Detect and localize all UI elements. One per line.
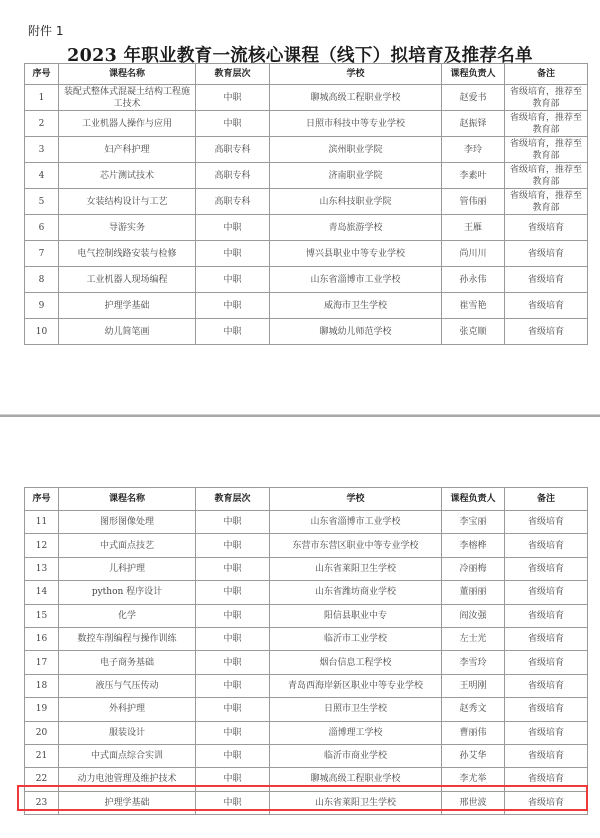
header-lead: 课程负责人 (442, 64, 505, 85)
cell-school: 山东省潍坊商业学校 (270, 581, 442, 604)
cell-level: 中职 (196, 267, 270, 293)
cell-lead: 崔雪艳 (442, 293, 505, 319)
cell-lead: 赵秀文 (442, 698, 505, 721)
cell-school: 山东省淄博市工业学校 (270, 267, 442, 293)
cell-school: 济南职业学院 (270, 163, 442, 189)
cell-no: 3 (25, 137, 59, 163)
cell-school: 淄博理工学校 (270, 721, 442, 744)
cell-note: 省级培育 (505, 651, 588, 674)
cell-note: 省级培育 (505, 674, 588, 697)
cell-school: 聊城幼儿师范学校 (270, 319, 442, 345)
cell-school: 聊城高级工程职业学校 (270, 85, 442, 111)
header-no: 序号 (25, 64, 59, 85)
cell-level: 中职 (196, 534, 270, 557)
cell-course: 动力电池管理及维护技术 (59, 768, 196, 791)
cell-note: 省级培育 (505, 215, 588, 241)
cell-note: 省级培育，推荐至教育部 (505, 163, 588, 189)
table-row (25, 85, 588, 111)
cell-lead: 孙艾华 (442, 744, 505, 767)
cell-no: 4 (25, 163, 59, 189)
cell-level: 中职 (196, 293, 270, 319)
cell-no: 15 (25, 604, 59, 627)
cell-course: 幼儿简笔画 (59, 319, 196, 345)
cell-no: 5 (25, 189, 59, 215)
cell-lead: 董丽丽 (442, 581, 505, 604)
table-header-row (25, 488, 588, 511)
cell-lead: 王雁 (442, 215, 505, 241)
header-course: 课程名称 (59, 488, 196, 511)
course-table-page-2 (24, 487, 588, 815)
cell-lead: 孙永伟 (442, 267, 505, 293)
table-row (25, 319, 588, 345)
cell-note: 省级培育 (505, 698, 588, 721)
cell-level: 中职 (196, 581, 270, 604)
table-row (25, 674, 588, 697)
header-school: 学校 (270, 488, 442, 511)
cell-note: 省级培育 (505, 744, 588, 767)
cell-course: 工业机器人现场编程 (59, 267, 196, 293)
header-level: 教育层次 (196, 64, 270, 85)
cell-lead: 赵振铎 (442, 111, 505, 137)
cell-note: 省级培育，推荐至教育部 (505, 137, 588, 163)
cell-no: 1 (25, 85, 59, 111)
cell-note: 省级培育 (505, 627, 588, 650)
attachment-label: 附件 1 (28, 24, 64, 38)
cell-school: 山东省淄博市工业学校 (270, 511, 442, 534)
cell-lead: 邢世波 (442, 791, 505, 814)
cell-school: 临沂市工业学校 (270, 627, 442, 650)
cell-course: 电子商务基础 (59, 651, 196, 674)
cell-note: 省级培育 (505, 319, 588, 345)
cell-no: 21 (25, 744, 59, 767)
cell-no: 10 (25, 319, 59, 345)
cell-lead: 李宝丽 (442, 511, 505, 534)
cell-school: 东营市东营区职业中等专业学校 (270, 534, 442, 557)
cell-level: 中职 (196, 791, 270, 814)
cell-note: 省级培育，推荐至教育部 (505, 189, 588, 215)
cell-level: 中职 (196, 85, 270, 111)
table-row (25, 744, 588, 767)
cell-school: 日照市卫生学校 (270, 698, 442, 721)
cell-no: 9 (25, 293, 59, 319)
cell-course: 中式面点技艺 (59, 534, 196, 557)
table-row (25, 293, 588, 319)
table-row (25, 768, 588, 791)
table-row (25, 791, 588, 814)
header-no: 序号 (25, 488, 59, 511)
cell-level: 中职 (196, 768, 270, 791)
header-lead: 课程负责人 (442, 488, 505, 511)
cell-level: 中职 (196, 721, 270, 744)
cell-course: 电气控制线路安装与检修 (59, 241, 196, 267)
cell-no: 2 (25, 111, 59, 137)
cell-lead: 张克顺 (442, 319, 505, 345)
cell-level: 中职 (196, 651, 270, 674)
cell-note: 省级培育，推荐至教育部 (505, 111, 588, 137)
cell-no: 22 (25, 768, 59, 791)
header-school: 学校 (270, 64, 442, 85)
cell-level: 中职 (196, 241, 270, 267)
header-level: 教育层次 (196, 488, 270, 511)
cell-lead: 王明刚 (442, 674, 505, 697)
cell-no: 6 (25, 215, 59, 241)
table-row (25, 163, 588, 189)
cell-lead: 李玲 (442, 137, 505, 163)
cell-school: 山东科技职业学院 (270, 189, 442, 215)
cell-note: 省级培育 (505, 768, 588, 791)
header-note: 备注 (505, 64, 588, 85)
table-row (25, 215, 588, 241)
cell-no: 12 (25, 534, 59, 557)
cell-course: 护理学基础 (59, 791, 196, 814)
cell-note: 省级培育 (505, 534, 588, 557)
cell-course: 装配式整体式混凝土结构工程施工技术 (59, 85, 196, 111)
cell-no: 13 (25, 557, 59, 580)
cell-level: 中职 (196, 319, 270, 345)
cell-lead: 管伟丽 (442, 189, 505, 215)
cell-note: 省级培育 (505, 604, 588, 627)
table-row (25, 137, 588, 163)
cell-no: 8 (25, 267, 59, 293)
cell-school: 博兴县职业中等专业学校 (270, 241, 442, 267)
cell-no: 17 (25, 651, 59, 674)
cell-course: 服装设计 (59, 721, 196, 744)
cell-no: 20 (25, 721, 59, 744)
cell-note: 省级培育 (505, 581, 588, 604)
cell-course: 化学 (59, 604, 196, 627)
cell-course: 数控车削编程与操作训练 (59, 627, 196, 650)
cell-no: 16 (25, 627, 59, 650)
header-note: 备注 (505, 488, 588, 511)
cell-level: 中职 (196, 674, 270, 697)
cell-no: 18 (25, 674, 59, 697)
cell-course: 导游实务 (59, 215, 196, 241)
cell-course: python 程序设计 (59, 581, 196, 604)
cell-level: 高职专科 (196, 137, 270, 163)
table-header-row (25, 64, 588, 85)
cell-level: 中职 (196, 627, 270, 650)
cell-level: 高职专科 (196, 189, 270, 215)
table-row (25, 627, 588, 650)
cell-level: 高职专科 (196, 163, 270, 189)
cell-course: 外科护理 (59, 698, 196, 721)
cell-note: 省级培育 (505, 267, 588, 293)
cell-lead: 尚川川 (442, 241, 505, 267)
cell-level: 中职 (196, 744, 270, 767)
cell-school: 日照市科技中等专业学校 (270, 111, 442, 137)
cell-school: 山东省莱阳卫生学校 (270, 791, 442, 814)
cell-course: 图形图像处理 (59, 511, 196, 534)
table-row (25, 241, 588, 267)
cell-no: 19 (25, 698, 59, 721)
table-row (25, 651, 588, 674)
cell-level: 中职 (196, 698, 270, 721)
course-table-page-1 (24, 63, 588, 345)
cell-note: 省级培育 (505, 721, 588, 744)
cell-lead: 李素叶 (442, 163, 505, 189)
cell-level: 中职 (196, 604, 270, 627)
cell-school: 青岛旅游学校 (270, 215, 442, 241)
cell-school: 临沂市商业学校 (270, 744, 442, 767)
cell-school: 山东省莱阳卫生学校 (270, 557, 442, 580)
table-row (25, 698, 588, 721)
cell-lead: 冷丽梅 (442, 557, 505, 580)
cell-lead: 李尤举 (442, 768, 505, 791)
table-row (25, 721, 588, 744)
cell-level: 中职 (196, 111, 270, 137)
cell-level: 中职 (196, 557, 270, 580)
cell-course: 工业机器人操作与应用 (59, 111, 196, 137)
cell-level: 中职 (196, 215, 270, 241)
cell-course: 中式面点综合实训 (59, 744, 196, 767)
header-course: 课程名称 (59, 64, 196, 85)
cell-lead: 李雪玲 (442, 651, 505, 674)
cell-course: 护理学基础 (59, 293, 196, 319)
cell-school: 青岛西海岸新区职业中等专业学校 (270, 674, 442, 697)
cell-course: 儿科护理 (59, 557, 196, 580)
page-separator (0, 414, 600, 417)
cell-no: 14 (25, 581, 59, 604)
table-row (25, 267, 588, 293)
cell-school: 阳信县职业中专 (270, 604, 442, 627)
cell-note: 省级培育 (505, 791, 588, 814)
cell-note: 省级培育，推荐至教育部 (505, 85, 588, 111)
cell-lead: 曹丽伟 (442, 721, 505, 744)
cell-school: 滨州职业学院 (270, 137, 442, 163)
cell-lead: 赵爱书 (442, 85, 505, 111)
cell-lead: 阎汝强 (442, 604, 505, 627)
cell-lead: 李榕桦 (442, 534, 505, 557)
cell-note: 省级培育 (505, 293, 588, 319)
table-row (25, 581, 588, 604)
cell-school: 聊城高级工程职业学校 (270, 768, 442, 791)
table-row (25, 534, 588, 557)
cell-school: 威海市卫生学校 (270, 293, 442, 319)
table-row (25, 557, 588, 580)
cell-no: 23 (25, 791, 59, 814)
table-row (25, 604, 588, 627)
cell-note: 省级培育 (505, 511, 588, 534)
table-row (25, 111, 588, 137)
cell-note: 省级培育 (505, 557, 588, 580)
cell-course: 女装结构设计与工艺 (59, 189, 196, 215)
cell-no: 7 (25, 241, 59, 267)
cell-level: 中职 (196, 511, 270, 534)
cell-course: 妇产科护理 (59, 137, 196, 163)
cell-course: 液压与气压传动 (59, 674, 196, 697)
document-title: 2023 年职业教育一流核心课程（线下）拟培育及推荐名单 (67, 46, 533, 66)
cell-course: 芯片测试技术 (59, 163, 196, 189)
table-row (25, 511, 588, 534)
cell-note: 省级培育 (505, 241, 588, 267)
table-row (25, 189, 588, 215)
cell-lead: 左士光 (442, 627, 505, 650)
cell-no: 11 (25, 511, 59, 534)
cell-school: 烟台信息工程学校 (270, 651, 442, 674)
